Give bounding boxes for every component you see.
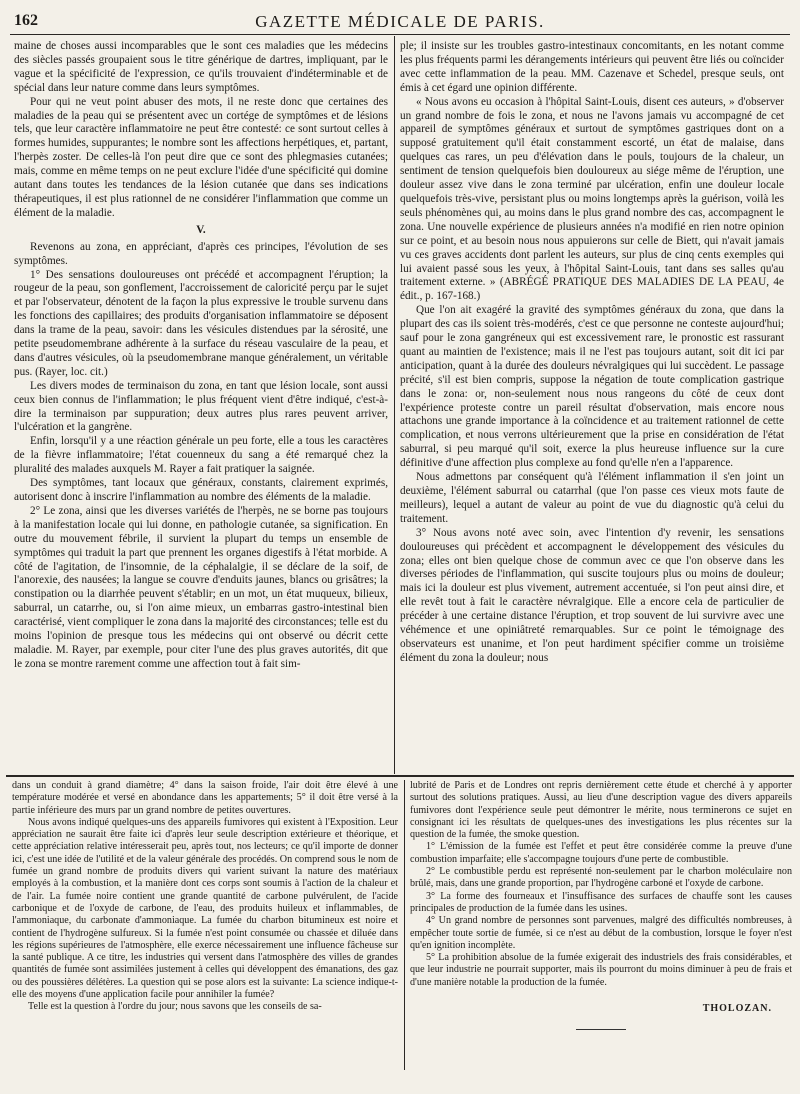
article-column-left [14,40,388,772]
paragraph: 1° Des sensations douloureuses ont précédé et accompagnent l'éruption; la rougeur de la peau, son gonflement, l'accroissement de caloricité perçu par le sujet et par l'observateur, dénotent de la façon la plus expressive le trouble survenu dans les fonctions des capillaires; des produits d'organisation inflammatoire se déposent dans la trame de la peau, savoir: dans les vésicules distendues par la sérosité, une petite pseudomembrane adhérente à la surface du réseau vasculaire de la peau, et dans d'autres vésicules, où la pseudomembrane manque généralement, un véritable pus. (Rayer, loc. cit.) [14,268,388,378]
paragraph: Les divers modes de terminaison du zona, en tant que lésion locale, sont aussi ceux bien connus de l'inflammation; le plus fréquent vient d'être indiqué, c'est-à-dire la terminaison par suppuration; deux autres plus rares peuvent arriver, l'ulcération et la gangrène. [14,379,388,434]
list-item: 3° La forme des fourneaux et l'insuffisance des surfaces de chauffe sont les causes principales de production de la fumée dans les usines. [410,890,792,914]
paragraph: Pour qui ne veut point abuser des mots, il ne reste donc que certaines des maladies de la peau qui se présentent avec un cortége de symptômes et de lésions tels, que leur caractère inflammatoire ne peut être contesté: ce sont surtout celles à formes humides, suppurantes; le nombre sont les affections herpétiques, et, partant, l'herpès zoster. De celles-là l'on peut dire que ce sont des phlegmasies cutanées; mais, comme en même temps on ne peut exclure l'idée d'une spécificité qui domine autant dans toutes les tendances de la lésion cutanée que dans ses indications thérapeutiques, il est plus rationnel de ne considérer l'inflammation que comme un élément de la maladie. [14,95,388,219]
list-item: 5° La prohibition absolue de la fumée exigerait des industriels des frais considérables, et que leur industrie ne pourrait supporter, mais ils pourront du moins diminuer à peu de frais et d'une manière notable la production de la fumée. [410,952,792,988]
list-item: 4° Un grand nombre de personnes sont parvenues, malgré des difficultés nombreuses, à empêcher toute sortie de fumée, si ce n'est au début de la combustion, lorsque le foyer n'est qu'en ignition incomplète. [410,915,792,951]
paragraph: maine de choses aussi incomparables que le sont ces maladies que les médecins des siècles passés groupaient sous le titre générique de dartres, impliquant, par le vague et la spécificité de l'expression, ce qu'ils trouvaient d'indéterminable et de spécial dans leur nature comme dans leurs symptômes. [14,40,388,94]
article-column-right [400,40,784,772]
section-divider [6,775,794,777]
paragraph: lubrité de Paris et de Londres ont repris dernièrement cette étude et cherché à y apporter surtout des solutions pratiques. Aussi, au lieu d'une description vague des divers appareils fumivores dont l'expérience seule peut démontrer le mérite, nous terminerons ce sujet en consignant ici les résultats de quelques-unes des investigations les plus récentes sur la question de la fumée, the smoke question. [410,780,792,841]
paragraph: 3° Nous avons noté avec soin, avec l'intention d'y revenir, les sensations douloureuses qui précèdent et accompagnent le développement des vésicules du zona; elles ont bien quelque chose de commun avec ce que l'on observe dans les diverses périodes de l'inflammation, qui suscite toujours plus ou moins de douleur; mais ici la douleur est plus vivement, autrement accentuée, si l'on peut ainsi dire, et elle revêt tout à fait le caractère névralgique. Elle a encore cela de particulier de précéder à une certaine distance l'éruption, et trop souvent de lui survivre avec une véhémence et une opiniâtreté remarquables. Sur ce point le témoignage des observateurs est unanime, et l'on peut hardiment spécifier comme un troisième élément du zona la douleur; nous [400,526,784,664]
list-item: 1° L'émission de la fumée est l'effet et peut être considérée comme la preuve d'une combustion imparfaite; elle s'accompagne toujours d'une perte de combustible. [410,841,792,865]
paragraph: dans un conduit à grand diamètre; 4° dans la saison froide, l'air doit être élevé à une température modérée et versé en abondance dans les appartements; 5° il doit être versé à la partie inférieure des murs par un grand nombre de petites ouvertures. [12,780,398,816]
list-item: 2° Le combustible perdu est représenté non-seulement par le charbon moléculaire non brûlé, mais, dans une grande proportion, par l'hydrogène carboné et l'oxyde de carbone. [410,866,792,890]
closing-rule [576,1029,626,1030]
paragraph: Nous avons indiqué quelques-uns des appareils fumivores qui existent à l'Exposition. Leur appréciation ne saurait être faite ici d'après leur seule description extérieure et théorique, et cette appréciation relative intéresserait peu, après tout, nos lecteurs; ce qu'il importe de donner ici, c'est une idée de l'utilité et de la valeur générale des procédés. On comprend sous le nom de fumée un grand nombre de produits divers qui varient suivant la nature des matériaux employés à la combustion, et la manière dont ces corps sont soumis à l'action de la chaleur et de l'air. La fumée noire contient une grande quantité de carbone pulvérulent, de l'acide carbonique et de l'oxyde de carbone, de l'eau, des produits huileux et inflammables, de l'ammoniaque, du carbonate d'ammoniaque. La fumée du charbon bitumineux est noire et contient de l'hydrogène sulfureux. Si la fumée n'est point consumée ou chassée et diluée dans les régions supérieures de l'atmosphère, elle exerce nécessairement une influence fâcheuse sur la santé publique. A ce titre, les industries qui versent dans l'atmosphère des villes de grandes quantités de fumée sont assimilées justement à celles qui développent des émanations, des gaz ou des poussières délétères. La question qui se pose alors est la suivante: La science indique-t-elle des moyens d'une application facile pour annihiler la fumée? [12,816,398,1001]
paragraph: Des symptômes, tant locaux que généraux, constants, clairement exprimés, autorisent donc à inscrire l'inflammation au nombre des éléments de la maladie. [14,477,388,503]
paragraph: Telle est la question à l'ordre du jour; nous savons que les conseils de sa- [28,1001,322,1013]
running-header [14,10,786,36]
author-signature: THOLOZAN. [702,1003,772,1015]
quotation: « Nous avons eu occasion à l'hôpital Saint-Louis, disent ces auteurs, » d'observer un grand nombre de fois le zona, et nous ne l'avons jamais vu accompagné de cet appareil de symptômes généraux et surtout de symptômes gastriques dont on a supposé gratuitement qu'il était constamment escorté, un état de malaise, dans quelques cas rares, un peu d'élévation dans le pouls, toujours de la chaleur, un sentiment de tension quelquefois bien douloureux au siége même de l'éruption, une douleur assez vive dans le zona terminé par ulcération, enfin une douleur locale quelquefois très-vive, persistant plus ou moins longtemps après la guérison, voilà les seuls phénomènes qui, au moins dans le plus grand nombre des cas, accompagnent le zona. Une nouvelle expérience de plusieurs années n'a modifié en rien notre opinion sur ce point, et au besoin nous nous appuierons sur celle de Biett, qui n'avait jamais vu ces graves accidents dont parlent les auteurs, sur plus de cinq cents exemples qui lui avaient passé sous les yeux, à l'hôpital Saint-Louis, tant dans ses salles qu'au traitement externe. » (ABRÉGÉ PRATIQUE DES MALADIES DE LA PEAU, 4e édit., p. 167-168.) [400,95,784,303]
section-number: V. [196,223,206,236]
feuilleton-column-right [410,780,792,1080]
paragraph: Enfin, lorsqu'il y a une réaction générale un peu forte, elle a tous les caractères de la fièvre inflammatoire; l'état couenneux du sang a été remarqué chez la pluralité des malades auxquels M. Rayer a fait pratiquer la saignée. [14,435,388,476]
column-divider-top [394,36,395,774]
paragraph: Nous admettons par conséquent qu'à l'élément inflammation il s'en joint un deuxième, l'élément saburral ou catarrhal (que l'on passe ces vieux mots faute de meilleurs), lequel a autant de valeur au point de vue du diagnostic qu'à celui du traitement. [400,471,784,525]
paragraph: Que l'on ait exagéré la gravité des symptômes généraux du zona, que dans la plupart des cas ils soient très-modérés, c'est ce que personne ne conteste aujourd'hui; sauf pour le zona gangréneux qui est excessivement rare, le pronostic est rassurant quant au maintien de l'existence; mais il ne l'est pas toujours autant, soit dit ici par anticipation, quant à la durée des douleurs névralgiques qui lui succèdent. Le passage précité, s'il est bien compris, suppose la négation de toute complication gastrique dans le zona: or, non-seulement nous nous rangeons du côté de ceux dont l'expérience proteste contre un pareil résultat d'observation, mais encore nous attachons une grande importance à la coïncidence et au traitement rationnel de cette complication, et nous verrons ultérieurement que la prise en considération de l'état saburral, si peu marqué qu'il soit, exerce la plus heureuse influence sur la cure définitive d'une affection plus complexe au fond qu'elle n'en a l'apparence. [400,304,784,470]
paragraph: ple; il insiste sur les troubles gastro-intestinaux concomitants, en les notant comme les plus fréquents parmi les dérangements intérieurs qui peuvent être liés ou coïncider avec cette inflammation de la peau. MM. Cazenave et Schedel, presque seuls, ont émis à cet égard une opinion différente. [400,40,784,94]
page-number: 162 [14,12,38,29]
journal-title: GAZETTE MÉDICALE DE PARIS. [255,12,545,31]
paragraph: 2° Le zona, ainsi que les diverses variétés de l'herpès, ne se borne pas toujours à la manifestation locale qui lui donne, en pathologie cutanée, sa signification. En outre du mouvement fébrile, il survient la plupart du temps un ensemble de symptômes qui traduit la part que prennent les organes digestifs à l'état morbide. A côté de l'agitation, de l'insomnie, de la céphalalgie, il se déclare de la soif, de l'anorexie, des nausées; la langue se couvre d'enduits jaunes, blancs ou grisâtres; la constipation ou la diarrhée peuvent s'établir; en un mot, un état muqueux, bilieux, saburral, un catarrhe, ou, si l'on aime mieux, un embarras gastro-intestinal bien caractérisé, vient compliquer le zona dans la majorité des circonstances; telle est du moins l'opinion de presque tous les médecins qui ont observé ou décrit cette maladie. M. Rayer, par exemple, pour citer l'une des plus graves autorités, dit que le zona se montre rarement comme une affection tout à fait sim- [14,504,388,670]
feuilleton-column-left [12,780,398,1080]
header-rule [10,34,790,35]
column-divider-bottom [404,780,405,1070]
paragraph: Revenons au zona, en appréciant, d'après ces principes, l'évolution de ses symptômes. [14,240,388,267]
